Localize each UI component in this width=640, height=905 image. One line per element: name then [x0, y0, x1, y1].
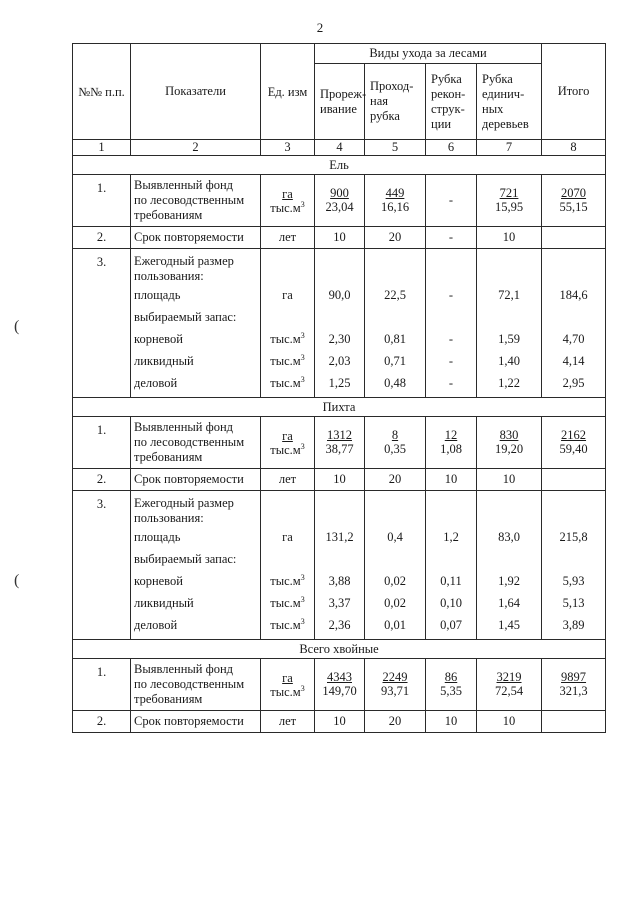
value-cell: $\frac{900}{23,04}$ [315, 175, 365, 227]
value-cell: 20 [365, 469, 426, 491]
table-row [73, 227, 606, 249]
unit-cell: га $тыс.м^3$ [261, 175, 315, 227]
total-cell: 215,8 5,93 5,13 3,89 [542, 491, 606, 640]
col-index: 7 [477, 140, 542, 156]
value-cell: $\frac{3219}{72,54}$ [477, 659, 542, 711]
total-cell: $\frac{9897}{321,3}$ [542, 659, 606, 711]
header-total: Итого [542, 44, 606, 140]
col-index: 1 [73, 140, 131, 156]
value-cell: $\frac{1312}{38,77}$ [315, 417, 365, 469]
value-cell: 10 [315, 227, 365, 249]
table-row [73, 659, 606, 711]
row-label: Выявленный фонд по лесоводственным требованиям [131, 659, 261, 711]
total-cell: $\frac{2162}{59,40}$ [542, 417, 606, 469]
value-cell: 10 [477, 711, 542, 733]
unit-thm: $тыс.м^3$ [270, 374, 305, 390]
unit-cell: лет [261, 469, 315, 491]
header-care-types: Виды ухода за лесами [315, 44, 542, 64]
header-unit: Ед. изм [261, 44, 315, 140]
total-cell: $\frac{2070}{55,15}$ [542, 175, 606, 227]
row-number: 1. [73, 659, 131, 711]
col-index: 4 [315, 140, 365, 156]
value-cell: - [426, 175, 477, 227]
col-index: 6 [426, 140, 477, 156]
value-cell: 10 [426, 711, 477, 733]
value-cell: $\frac{4343}{149,70}$ [315, 659, 365, 711]
unit-ha: га [282, 530, 293, 544]
header-num: №№ п.п. [73, 44, 131, 140]
table-row [73, 711, 606, 733]
header-single-tree-cut: Рубка единич- ных деревьев [477, 64, 542, 140]
header-indicator: Показатели [131, 44, 261, 140]
row-number: 2. [73, 711, 131, 733]
value-cell: 10 [426, 469, 477, 491]
value-cell: 20 [365, 227, 426, 249]
row-number: 2. [73, 469, 131, 491]
value-cell: 90,0 2,30 2,03 1,25 [315, 249, 365, 398]
liquid-label: ликвидный [134, 596, 194, 610]
unit-cell: га $тыс.м^3$ [261, 659, 315, 711]
business-label: деловой [134, 618, 178, 632]
header-thinning: Прореж- ивание [315, 64, 365, 140]
value-cell: $\frac{86}{5,35}$ [426, 659, 477, 711]
value-cell: 83,0 1,92 1,64 1,45 [477, 491, 542, 640]
unit-ha: га [282, 288, 293, 302]
value-cell: 131,2 3,88 3,37 2,36 [315, 491, 365, 640]
section-title: Пихта [73, 398, 606, 417]
value-cell: 1,2 0,11 0,10 0,07 [426, 491, 477, 640]
value-cell: $\frac{2249}{93,71}$ [365, 659, 426, 711]
annual-use-label: Ежегодный размер пользования: [134, 254, 234, 283]
total-cell [542, 227, 606, 249]
value-cell: $\frac{830}{19,20}$ [477, 417, 542, 469]
unit-cell: лет [261, 227, 315, 249]
table-row [73, 469, 606, 491]
row-label [131, 491, 261, 640]
row-label [131, 249, 261, 398]
liquid-label: ликвидный [134, 354, 194, 368]
column-index-row [73, 140, 606, 156]
value-cell: 10 [315, 711, 365, 733]
total-cell: 184,6 4,70 4,14 2,95 [542, 249, 606, 398]
area-label: площадь [134, 530, 181, 544]
table-row [73, 175, 606, 227]
section-title: Ель [73, 156, 606, 175]
value-cell: - - - - [426, 249, 477, 398]
row-label: Срок повторяемости [131, 469, 261, 491]
total-cell [542, 469, 606, 491]
area-label: площадь [134, 288, 181, 302]
business-label: деловой [134, 376, 178, 390]
value-cell: $\frac{721}{15,95}$ [477, 175, 542, 227]
col-index: 2 [131, 140, 261, 156]
stock-label: выбираемый запас: [134, 310, 237, 324]
unit-cell [261, 491, 315, 640]
value-cell: 10 [477, 227, 542, 249]
unit-thm: $тыс.м^3$ [270, 572, 305, 588]
value-cell: 0,4 0,02 0,02 0,01 [365, 491, 426, 640]
table-row [73, 249, 606, 398]
table-row [73, 491, 606, 640]
section-title: Всего хвойные [73, 640, 606, 659]
value-cell: 20 [365, 711, 426, 733]
value-cell: $\frac{449}{16,16}$ [365, 175, 426, 227]
value-cell: $\frac{8}{0,35}$ [365, 417, 426, 469]
value-cell: 22,5 0,81 0,71 0,48 [365, 249, 426, 398]
stock-label: выбираемый запас: [134, 552, 237, 566]
unit-thm: $тыс.м^3$ [270, 616, 305, 632]
total-cell [542, 711, 606, 733]
unit-thm: $тыс.м^3$ [270, 594, 305, 610]
binding-mark: ( [14, 318, 20, 335]
table-row [73, 417, 606, 469]
value-cell: 10 [315, 469, 365, 491]
unit-cell: лет [261, 711, 315, 733]
annual-use-label: Ежегодный размер пользования: [134, 496, 234, 525]
col-index: 8 [542, 140, 606, 156]
row-label: Выявленный фонд по лесоводственным требованиям [131, 417, 261, 469]
root-label: корневой [134, 574, 183, 588]
row-number: 3. [73, 249, 131, 398]
header-reconstruction-cut: Рубка рекон- струк- ции [426, 64, 477, 140]
root-label: корневой [134, 332, 183, 346]
row-label: Срок повторяемости [131, 227, 261, 249]
row-number: 1. [73, 175, 131, 227]
page-number: 2 [316, 20, 324, 35]
unit-cell: га $тыс.м^3$ [261, 417, 315, 469]
unit-cell [261, 249, 315, 398]
row-number: 2. [73, 227, 131, 249]
row-number: 1. [73, 417, 131, 469]
row-label: Срок повторяемости [131, 711, 261, 733]
value-cell: 72,1 1,59 1,40 1,22 [477, 249, 542, 398]
header-passage-cut: Проход- ная рубка [365, 64, 426, 140]
forest-care-table [72, 43, 606, 733]
unit-thm: $тыс.м^3$ [270, 352, 305, 368]
value-cell: 10 [477, 469, 542, 491]
unit-thm: $тыс.м^3$ [270, 330, 305, 346]
value-cell: $\frac{12}{1,08}$ [426, 417, 477, 469]
row-label: Выявленный фонд по лесоводственным требованиям [131, 175, 261, 227]
value-cell: - [426, 227, 477, 249]
col-index: 5 [365, 140, 426, 156]
binding-mark: ( [14, 572, 20, 589]
row-number: 3. [73, 491, 131, 640]
col-index: 3 [261, 140, 315, 156]
